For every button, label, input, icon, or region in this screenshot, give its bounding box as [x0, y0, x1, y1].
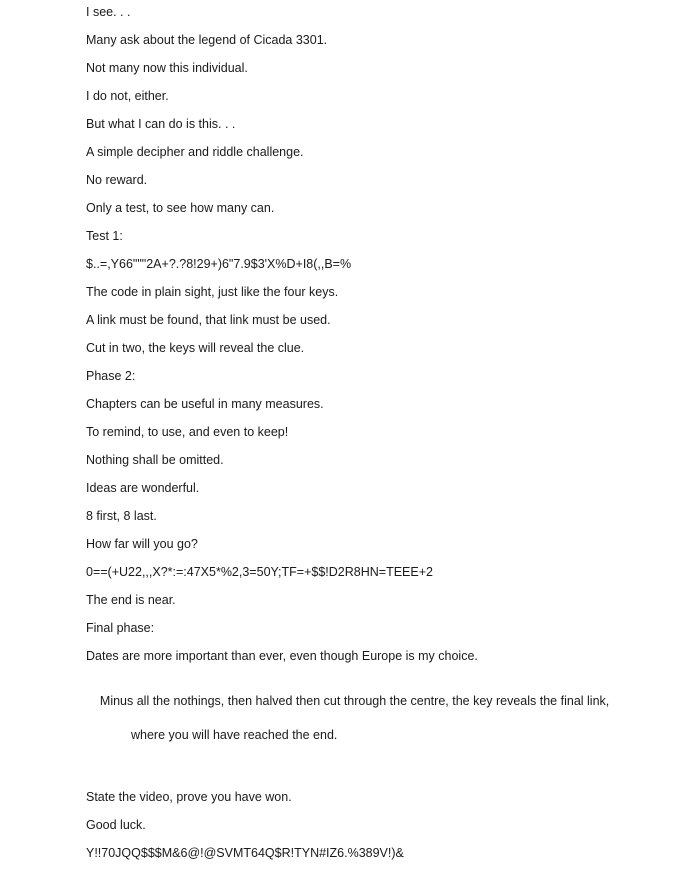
paragraph: Cut in two, the keys will reveal the clue.: [86, 341, 305, 355]
paragraph: Many ask about the legend of Cicada 3301.: [86, 33, 328, 47]
paragraph-wrapped: [86, 676, 646, 778]
section-heading: Phase 2:: [86, 369, 136, 383]
paragraph: The code in plain sight, just like the four keys.: [86, 285, 339, 299]
paragraph: Nothing shall be omitted.: [86, 453, 224, 467]
paragraph-first-line: Minus all the nothings, then halved then cut through the centre, the key reveals the final link,: [99, 694, 610, 708]
paragraph: I see. . .: [86, 5, 131, 19]
section-heading: Test 1:: [86, 229, 123, 243]
paragraph: The end is near.: [86, 593, 176, 607]
paragraph: But what I can do is this. . .: [86, 117, 236, 131]
paragraph: State the video, prove you have won.: [86, 790, 292, 804]
document-body: [86, 0, 646, 873]
paragraph: Chapters can be useful in many measures.: [86, 397, 324, 411]
paragraph: Only a test, to see how many can.: [86, 201, 275, 215]
cipher-text: 0==(+U22,,,X?*:=:47X5*%2,3=50Y;TF=+$$!D2R8HN=TEEE+2: [86, 565, 433, 579]
paragraph: Ideas are wonderful.: [86, 481, 200, 495]
paragraph-continuation-line: where you will have reached the end.: [131, 728, 338, 742]
paragraph: Good luck.: [86, 818, 146, 832]
cipher-text: Y!!70JQQ$$$M&6@!@SVMT64Q$R!TYN#IZ6.%389V!)&: [86, 846, 404, 860]
paragraph: I do not, either.: [86, 89, 169, 103]
cipher-text: $..=,Y66"""2A+?.?8!29+)6"7.9$3'X%D+I8(,,B=%: [86, 257, 352, 271]
paragraph: A link must be found, that link must be used.: [86, 313, 331, 327]
paragraph: Dates are more important than ever, even though Europe is my choice.: [86, 649, 478, 663]
paragraph: To remind, to use, and even to keep!: [86, 425, 289, 439]
paragraph: A simple decipher and riddle challenge.: [86, 145, 304, 159]
paragraph: Not many now this individual.: [86, 61, 248, 75]
paragraph: How far will you go?: [86, 537, 198, 551]
section-heading: Final phase:: [86, 621, 155, 635]
paragraph: 8 first, 8 last.: [86, 509, 157, 523]
paragraph: No reward.: [86, 173, 148, 187]
